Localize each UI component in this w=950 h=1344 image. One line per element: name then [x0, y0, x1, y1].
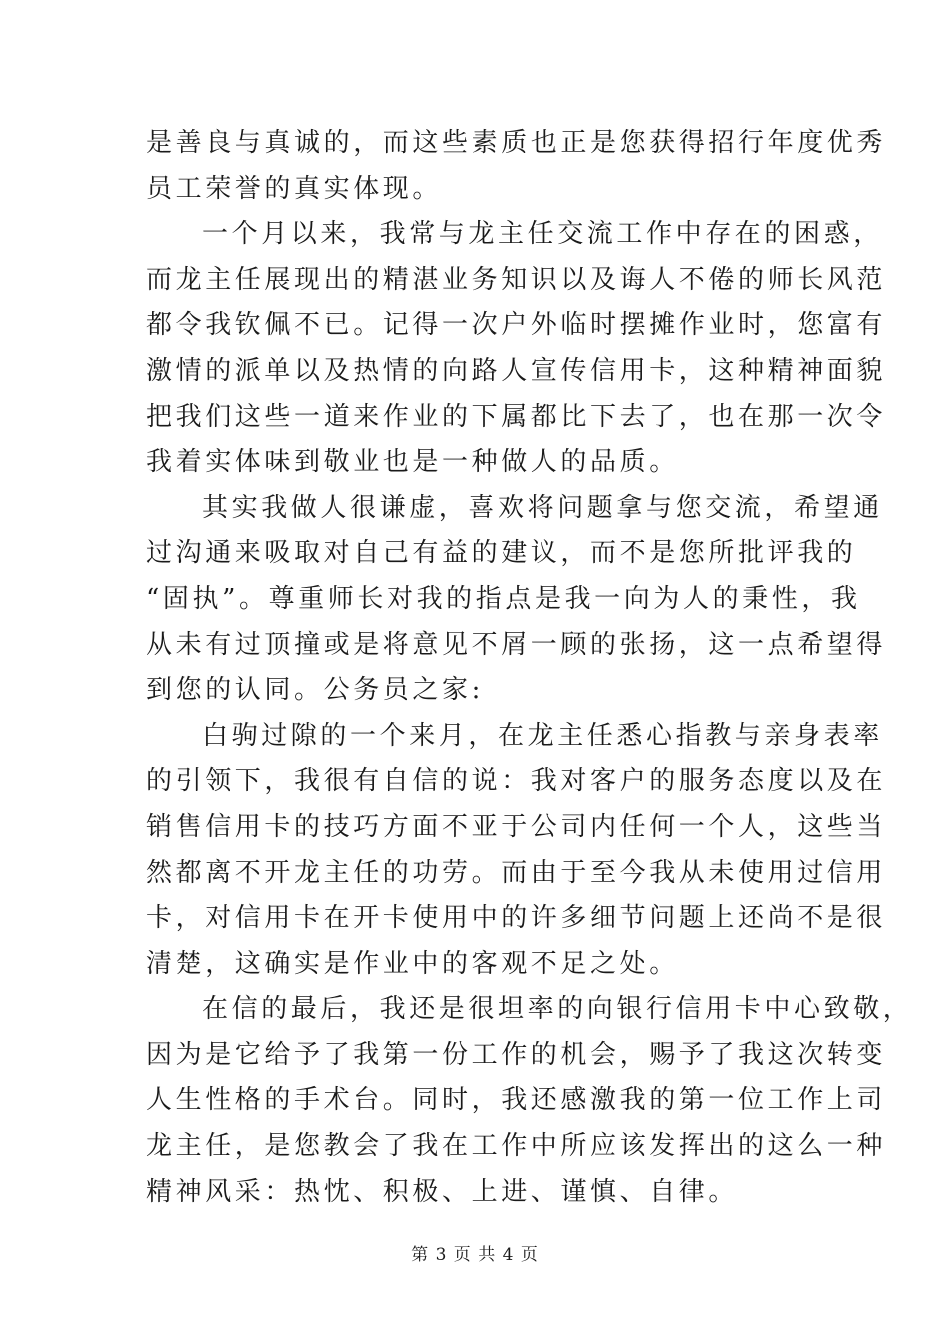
text-line: 精神风采：热忱、积极、上进、谨慎、自律。	[146, 1176, 739, 1207]
text-line-first: 白驹过隙的一个来月，在龙主任悉心指教与亲身表率	[202, 720, 883, 751]
text-line: 我着实体味到敬业也是一种做人的品质。	[146, 447, 679, 478]
text-line: 都令我钦佩不已。记得一次户外临时摆摊作业时，您富有	[146, 310, 887, 341]
text-line: 龙主任，是您教会了我在工作中所应该发挥出的这么一种	[146, 1131, 887, 1162]
text-line: 然都离不开龙主任的功劳。而由于至今我从未使用过信用	[146, 857, 887, 888]
text-line: “固执”。尊重师长对我的指点是我一向为人的秉性，我	[146, 583, 861, 614]
text-line: 把我们这些一道来作业的下属都比下去了，也在那一次令	[146, 401, 887, 432]
text-line: 从未有过顶撞或是将意见不屑一顾的张扬，这一点希望得	[146, 629, 887, 660]
text-line-first: 其实我做人很谦虚，喜欢将问题拿与您交流，希望通	[202, 492, 883, 523]
text-line: 到您的认同。公务员之家:	[146, 675, 484, 706]
text-line: 卡，对信用卡在开卡使用中的许多细节问题上还尚不是很	[146, 903, 887, 934]
text-line-first: 一个月以来，我常与龙主任交流工作中存在的困惑，	[202, 219, 883, 250]
letter-body	[146, 121, 913, 1215]
text-line: 激情的派单以及热情的向路人宣传信用卡，这种精神面貌	[146, 355, 887, 386]
paragraph-3	[146, 486, 887, 714]
text-line: 因为是它给予了我第一份工作的机会，赐予了我这次转变	[146, 1039, 887, 1070]
text-line: 的引领下，我很有自信的说：我对客户的服务态度以及在	[146, 766, 887, 797]
text-line: 清楚，这确实是作业中的客观不足之处。	[146, 948, 679, 979]
paragraph-2	[146, 212, 887, 486]
page-number-footer: 第 3 页 共 4 页	[411, 1245, 539, 1265]
paragraph-4	[146, 714, 887, 988]
text-line: 是善良与真诚的，而这些素质也正是您获得招行年度优秀	[146, 128, 887, 158]
text-line: 销售信用卡的技巧方面不亚于公司内任何一个人，这些当	[146, 811, 887, 842]
paragraph-5	[146, 987, 913, 1215]
text-line-first: 在信的最后，我还是很坦率的向银行信用卡中心致敬，	[202, 994, 913, 1025]
text-line: 而龙主任展现出的精湛业务知识以及诲人不倦的师长风范	[146, 264, 887, 295]
text-line: 员工荣誉的真实体现。	[146, 173, 443, 204]
text-line: 人生性格的手术台。同时，我还感激我的第一位工作上司	[146, 1085, 887, 1116]
paragraph-1	[146, 121, 887, 212]
text-line: 过沟通来吸取对自己有益的建议，而不是您所批评我的	[146, 538, 857, 569]
